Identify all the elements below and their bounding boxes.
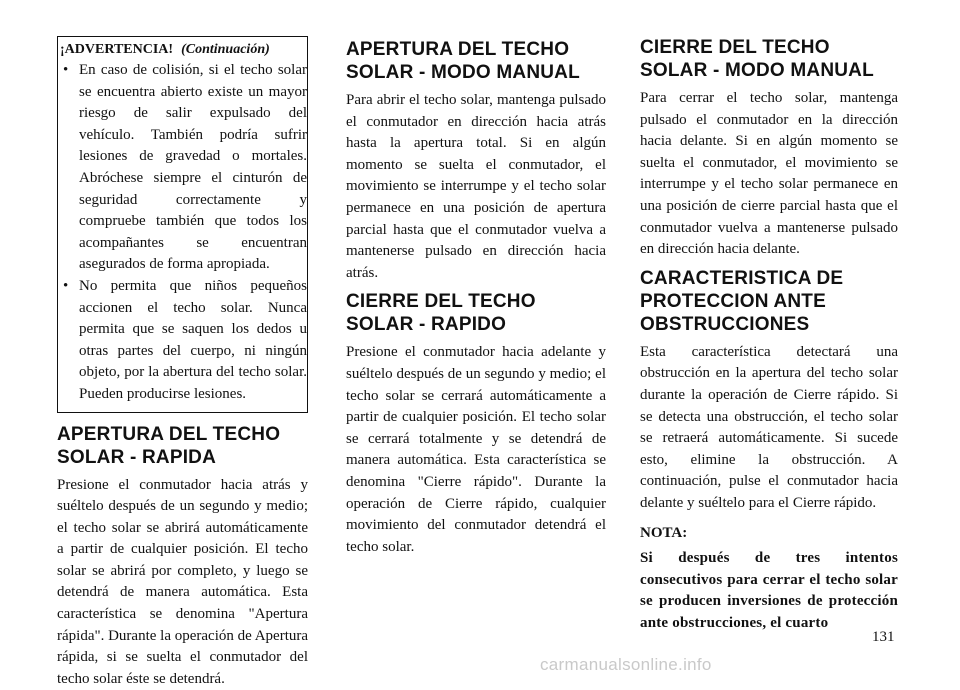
section-heading-cierre-rapido: CIERRE DEL TECHO SOLAR - RAPIDO <box>346 290 606 336</box>
warning-continuation: (Continuación) <box>181 42 270 57</box>
page-number: 131 <box>872 629 895 646</box>
section-heading-proteccion: CARACTERISTICA DE PROTECCION ANTE OBSTRUCCIONES <box>640 267 898 336</box>
bullet-icon: • <box>63 60 68 82</box>
warning-bullet <box>60 276 307 406</box>
column-right <box>640 36 898 634</box>
section-body-apertura-rapida: Presione el conmutador hacia atrás y suéltelo después de un segundo y medio; el techo solar se abrirá automáticamente a partir de cualquier posición. El techo solar se abrirá por completo, y luego se detendrá de manera automática. Esta característica se denomina "Apertura rápida". Durante la operación de Apertura rápida, si se suelta el conmutador del techo solar éste se detendrá. <box>57 475 308 690</box>
section-body-cierre-manual: Para cerrar el techo solar, mantenga pulsado el conmutador en la dirección hacia delante. Si en algún momento se suelta el conmutador, el movimiento se interrumpe y el techo solar permanece en una posición de cierre parcial hasta que el conmutador vuelva a mantenerse pulsado en dirección hacia delante. <box>640 88 898 261</box>
column-middle <box>346 38 606 558</box>
watermark: carmanualsonline.info <box>540 655 712 675</box>
section-body-proteccion: Esta característica detectará una obstrucción en la apertura del techo solar durante la operación de Cierre rápido. Si se detecta una obstrucción, el techo solar se retraerá automáticamente. Si sucede esto, elimine la obstrucción. A continuación, pulse el conmutador hacia delante y suéltelo para el Cierre rápido. <box>640 342 898 515</box>
section-heading-cierre-manual: CIERRE DEL TECHO SOLAR - MODO MANUAL <box>640 36 898 82</box>
warning-title: ¡ADVERTENCIA! <box>60 42 173 57</box>
section-heading-apertura-rapida: APERTURA DEL TECHO SOLAR - RAPIDA <box>57 423 308 469</box>
warning-bullet <box>60 60 307 276</box>
column-left <box>57 36 308 690</box>
warning-box <box>57 36 308 413</box>
note-text: Si después de tres intentos consecutivos para cerrar el techo solar se producen inversiones de protección ante obstrucciones, el cuarto <box>640 548 898 634</box>
bullet-icon: • <box>63 276 68 298</box>
section-body-cierre-rapido: Presione el conmutador hacia adelante y suéltelo después de un segundo y medio; el techo solar se cerrará automáticamente a partir de cualquier posición. El techo solar se cerrará totalmente y se detendrá de manera automática. Esta característica se denomina "Cierre rápido". Durante la operación de Cierre rápido, cualquier movimiento del conmutador detendrá el techo solar. <box>346 342 606 558</box>
warning-bullet-text: En caso de colisión, si el techo solar se encuentra abierto existe un mayor riesgo de salir expulsado del vehículo. También podría sufrir lesiones de gravedad o mortales. Abróchese siempre el cinturón de seguridad correctamente y compruebe también que todos los acompañantes se encuentran asegurados de forma apropiada. <box>79 62 307 272</box>
section-body-apertura-manual: Para abrir el techo solar, mantenga pulsado el conmutador en dirección hacia atrás hasta la apertura total. Si en algún momento se suelta el conmutador, el movimiento se interrumpe y el techo solar permanece en una posición de apertura parcial hasta que el conmutador vuelva a mantenerse pulsado en dirección hacia atrás. <box>346 90 606 284</box>
note-label: NOTA: <box>640 523 898 545</box>
section-heading-apertura-manual: APERTURA DEL TECHO SOLAR - MODO MANUAL <box>346 38 606 84</box>
warning-heading <box>60 41 307 59</box>
warning-bullet-text: No permita que niños pequeños accionen el techo solar. Nunca permita que se saquen los dedos u otras partes del cuerpo, ni ningún objeto, por la abertura del techo solar. Pueden producirse lesiones. <box>79 278 307 402</box>
